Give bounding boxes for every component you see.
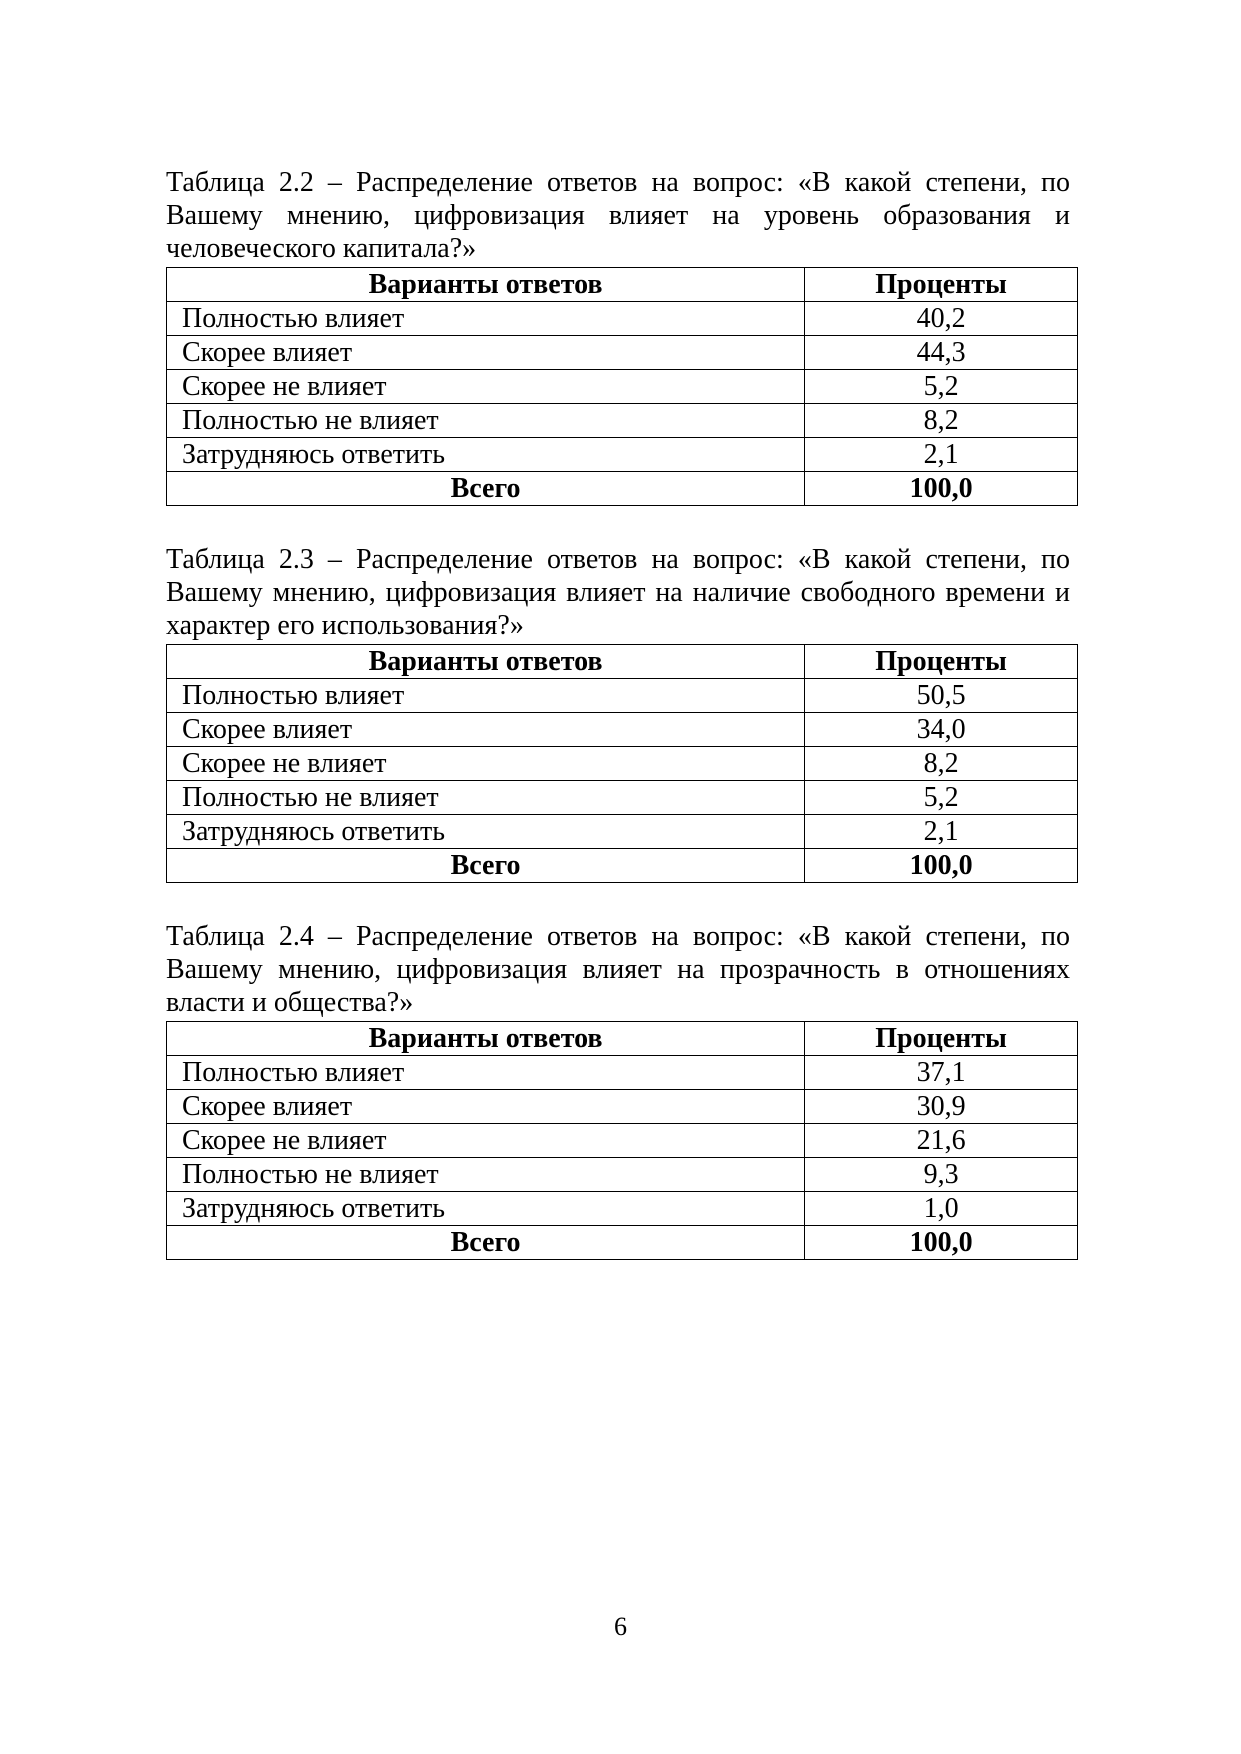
- option-cell: Затрудняюсь ответить: [167, 815, 805, 849]
- option-cell: Скорее влияет: [167, 336, 805, 370]
- table-row: [167, 370, 1078, 404]
- table-row: [167, 336, 1078, 370]
- header-percent: Проценты: [805, 268, 1078, 302]
- total-value: 100,0: [805, 472, 1078, 506]
- table-caption: Таблица 2.2 – Распределение ответов на вопрос: «В какой степени, по Вашему мнению, цифровизация влияет на уровень образования и человеческого капитала?»: [166, 167, 1070, 264]
- total-label: Всего: [167, 472, 805, 506]
- table-caption: Таблица 2.3 – Распределение ответов на вопрос: «В какой степени, по Вашему мнению, цифровизация влияет на наличие свободного времени и характер его использования?»: [166, 544, 1070, 641]
- percent-cell: 21,6: [805, 1124, 1078, 1158]
- header-percent: Проценты: [805, 1022, 1078, 1056]
- table-row: [167, 404, 1078, 438]
- option-cell: Затрудняюсь ответить: [167, 1192, 805, 1226]
- percent-cell: 1,0: [805, 1192, 1078, 1226]
- total-value: 100,0: [805, 849, 1078, 883]
- percent-cell: 30,9: [805, 1090, 1078, 1124]
- table-row: [167, 1192, 1078, 1226]
- percent-cell: 44,3: [805, 336, 1078, 370]
- option-cell: Полностью не влияет: [167, 1158, 805, 1192]
- percent-cell: 2,1: [805, 438, 1078, 472]
- percent-cell: 5,2: [805, 781, 1078, 815]
- page-number: 6: [614, 1612, 627, 1641]
- table-header-row: [167, 268, 1078, 302]
- table-row: [167, 302, 1078, 336]
- option-cell: Полностью не влияет: [167, 781, 805, 815]
- table-row: [167, 747, 1078, 781]
- header-percent: Проценты: [805, 645, 1078, 679]
- percent-cell: 2,1: [805, 815, 1078, 849]
- table-row: [167, 1124, 1078, 1158]
- option-cell: Затрудняюсь ответить: [167, 438, 805, 472]
- total-value: 100,0: [805, 1226, 1078, 1260]
- percent-cell: 9,3: [805, 1158, 1078, 1192]
- survey-table: [166, 267, 1078, 506]
- table-row: [167, 679, 1078, 713]
- total-label: Всего: [167, 1226, 805, 1260]
- table-header-row: [167, 1022, 1078, 1056]
- table-total-row: [167, 849, 1078, 883]
- table-row: [167, 438, 1078, 472]
- table-caption: Таблица 2.4 – Распределение ответов на вопрос: «В какой степени, по Вашему мнению, цифровизация влияет на прозрачность в отношениях власти и общества?»: [166, 921, 1070, 1018]
- percent-cell: 37,1: [805, 1056, 1078, 1090]
- table-block-2-4: [166, 920, 1078, 1260]
- percent-cell: 8,2: [805, 747, 1078, 781]
- header-options: Варианты ответов: [167, 268, 805, 302]
- header-options: Варианты ответов: [167, 645, 805, 679]
- survey-table: [166, 644, 1078, 883]
- percent-cell: 8,2: [805, 404, 1078, 438]
- option-cell: Скорее не влияет: [167, 1124, 805, 1158]
- table-row: [167, 1056, 1078, 1090]
- table-row: [167, 781, 1078, 815]
- table-block-2-2: [166, 166, 1078, 506]
- percent-cell: 5,2: [805, 370, 1078, 404]
- option-cell: Полностью влияет: [167, 679, 805, 713]
- table-header-row: [167, 645, 1078, 679]
- survey-table: [166, 1021, 1078, 1260]
- option-cell: Полностью не влияет: [167, 404, 805, 438]
- table-row: [167, 1090, 1078, 1124]
- option-cell: Скорее не влияет: [167, 747, 805, 781]
- percent-cell: 34,0: [805, 713, 1078, 747]
- table-total-row: [167, 1226, 1078, 1260]
- total-label: Всего: [167, 849, 805, 883]
- table-row: [167, 1158, 1078, 1192]
- header-options: Варианты ответов: [167, 1022, 805, 1056]
- table-row: [167, 815, 1078, 849]
- table-row: [167, 713, 1078, 747]
- option-cell: Полностью влияет: [167, 1056, 805, 1090]
- option-cell: Скорее влияет: [167, 1090, 805, 1124]
- percent-cell: 50,5: [805, 679, 1078, 713]
- table-block-2-3: [166, 543, 1078, 883]
- percent-cell: 40,2: [805, 302, 1078, 336]
- option-cell: Скорее не влияет: [167, 370, 805, 404]
- table-total-row: [167, 472, 1078, 506]
- option-cell: Полностью влияет: [167, 302, 805, 336]
- option-cell: Скорее влияет: [167, 713, 805, 747]
